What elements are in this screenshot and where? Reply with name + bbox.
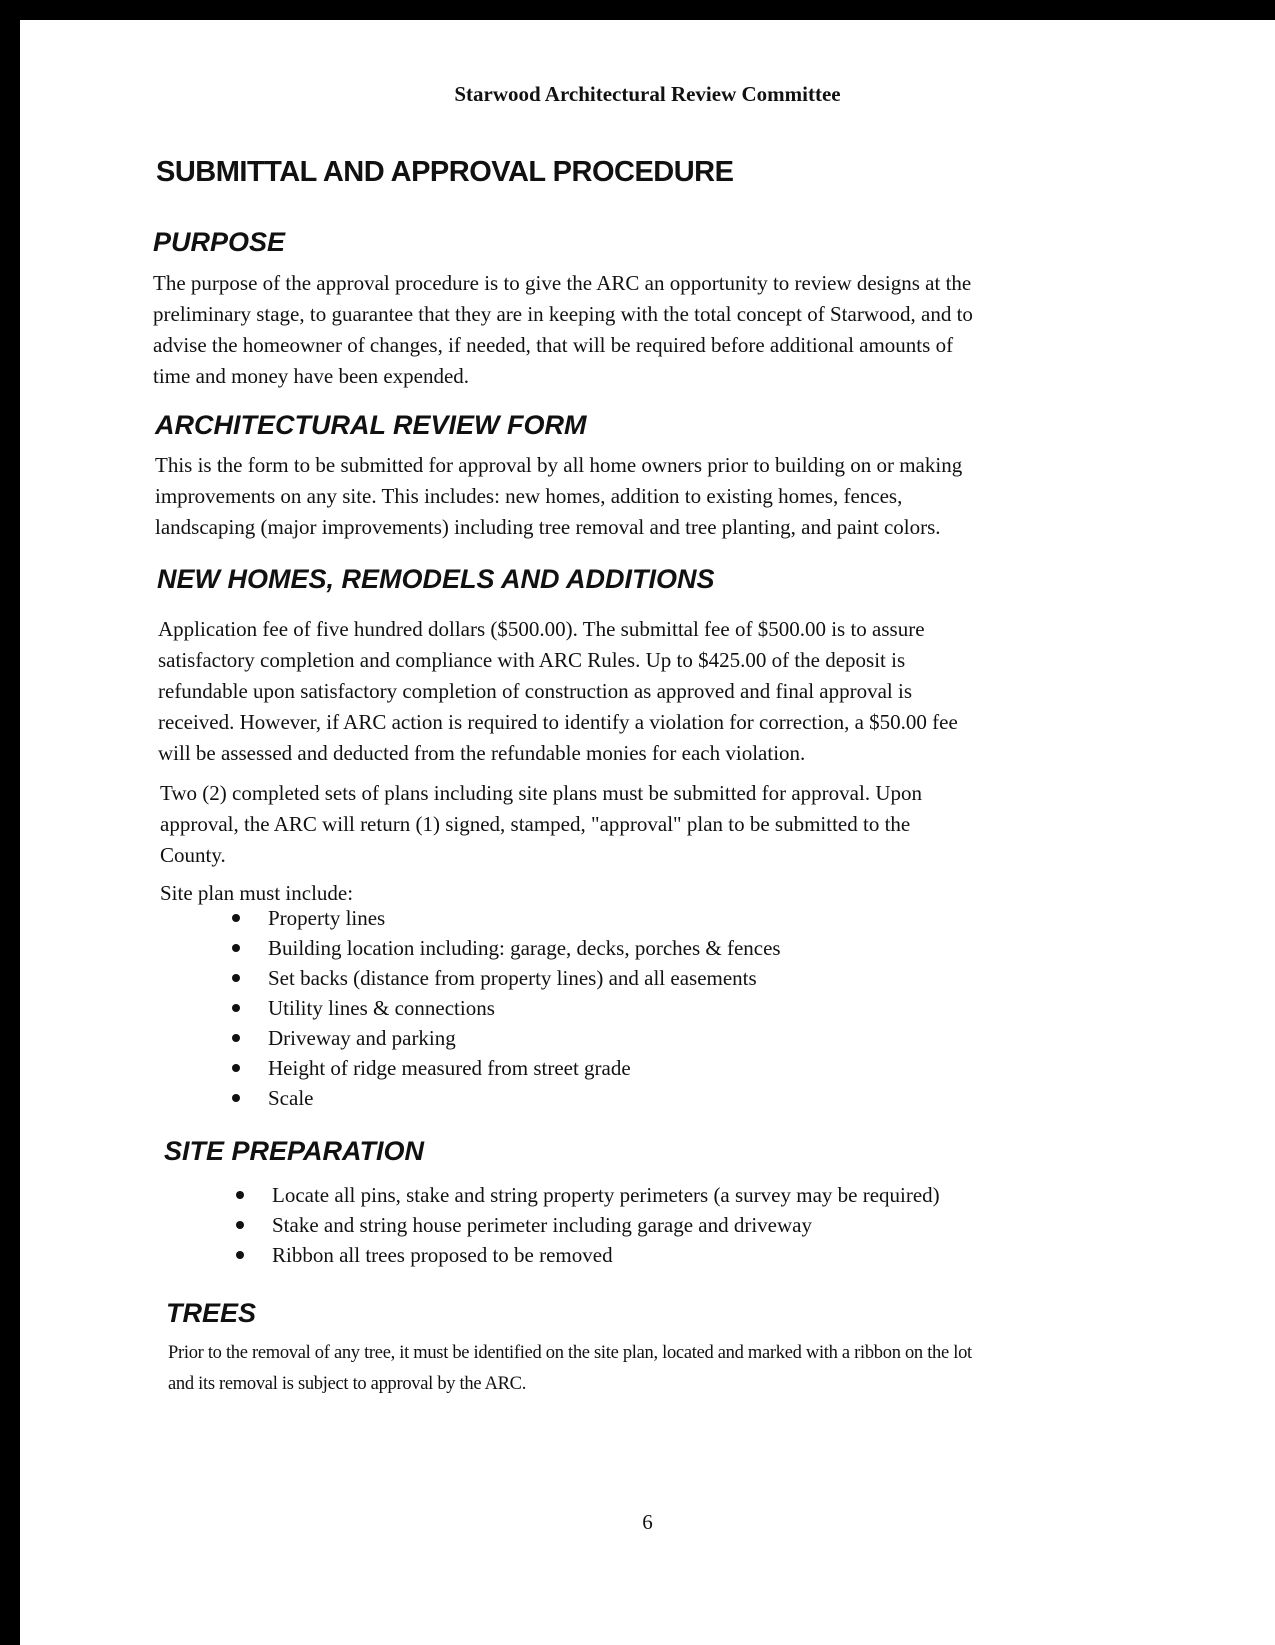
- list-item-text: Driveway and parking: [268, 1026, 456, 1050]
- list-item-text: Building location including: garage, decks, porches & fences: [268, 936, 781, 960]
- bullet-icon: [232, 944, 240, 952]
- list-item: [232, 903, 781, 933]
- bullet-icon: [232, 1094, 240, 1102]
- list-item: [236, 1180, 940, 1210]
- list-item: [232, 1083, 781, 1113]
- committee-header: Starwood Architectural Review Committee: [454, 82, 841, 106]
- list-item-text: Ribbon all trees proposed to be removed: [272, 1243, 613, 1267]
- trees-line: and its removal is subject to approval by the ARC.: [168, 1374, 527, 1394]
- new-homes-fee-line: received. However, if ARC action is required to identify a violation for correction, a $50.00 fee: [158, 710, 958, 734]
- list-item-text: Height of ridge measured from street grade: [268, 1056, 631, 1080]
- new-homes-plans-paragraph: [160, 778, 922, 871]
- document-page: [20, 20, 1275, 1645]
- list-item-text: Property lines: [268, 906, 386, 930]
- list-item: [232, 963, 781, 993]
- purpose-line: The purpose of the approval procedure is to give the ARC an opportunity to review designs at the: [153, 271, 972, 295]
- purpose-line: advise the homeowner of changes, if needed, that will be required before additional amounts of: [153, 333, 954, 357]
- review-form-paragraph: [155, 450, 962, 543]
- review-form-line: landscaping (major improvements) including tree removal and tree planting, and paint colors.: [155, 515, 941, 539]
- list-item-text: Utility lines & connections: [268, 996, 495, 1020]
- bullet-icon: [232, 1034, 240, 1042]
- new-homes-fee-line: will be assessed and deducted from the refundable monies for each violation.: [158, 741, 806, 765]
- bullet-icon: [236, 1191, 244, 1199]
- bullet-icon: [236, 1221, 244, 1229]
- new-homes-fee-line: satisfactory completion and compliance with ARC Rules. Up to $425.00 of the deposit is: [158, 648, 906, 672]
- bullet-icon: [232, 1004, 240, 1012]
- list-item: [232, 1023, 781, 1053]
- new-homes-fee-paragraph: [158, 614, 958, 769]
- trees-line: Prior to the removal of any tree, it must be identified on the site plan, located and marked with a ribbon on the lot: [168, 1343, 972, 1363]
- purpose-line: preliminary stage, to guarantee that they are in keeping with the total concept of Starwood, and to: [153, 302, 973, 326]
- list-item-text: Scale: [268, 1086, 314, 1110]
- purpose-paragraph: [153, 268, 973, 392]
- list-item: [232, 993, 781, 1023]
- site-plan-intro: Site plan must include:: [160, 881, 354, 905]
- list-item-text: Stake and string house perimeter including garage and driveway: [272, 1213, 812, 1237]
- new-homes-plans-line: approval, the ARC will return (1) signed, stamped, "approval" plan to be submitted to the: [160, 812, 911, 836]
- trees-heading: TREES: [166, 1298, 257, 1328]
- page-number: 6: [642, 1510, 653, 1534]
- review-form-line: This is the form to be submitted for approval by all home owners prior to building on or making: [155, 453, 963, 477]
- site-plan-list: [232, 903, 781, 1113]
- list-item-text: Set backs (distance from property lines) and all easements: [268, 966, 757, 990]
- bullet-icon: [232, 914, 240, 922]
- bullet-icon: [232, 1064, 240, 1072]
- page-title: SUBMITTAL AND APPROVAL PROCEDURE: [156, 156, 734, 188]
- review-form-line: improvements on any site. This includes: new homes, addition to existing homes, fences,: [155, 484, 903, 508]
- new-homes-heading: NEW HOMES, REMODELS AND ADDITIONS: [157, 564, 715, 594]
- review-form-heading: ARCHITECTURAL REVIEW FORM: [155, 410, 587, 440]
- site-preparation-list: [236, 1180, 940, 1270]
- list-item: [232, 933, 781, 963]
- new-homes-fee-line: Application fee of five hundred dollars ($500.00). The submittal fee of $500.00 is to assure: [158, 617, 925, 641]
- list-item: [236, 1240, 940, 1270]
- purpose-line: time and money have been expended.: [153, 364, 470, 388]
- bullet-icon: [236, 1251, 244, 1259]
- new-homes-plans-line: Two (2) completed sets of plans including site plans must be submitted for approval. Upon: [160, 781, 922, 805]
- purpose-heading: PURPOSE: [153, 227, 286, 257]
- new-homes-plans-line: County.: [160, 843, 226, 867]
- trees-paragraph: [168, 1338, 972, 1400]
- new-homes-fee-line: refundable upon satisfactory completion of construction as approved and final approval is: [158, 679, 913, 703]
- list-item-text: Locate all pins, stake and string property perimeters (a survey may be required): [272, 1183, 940, 1207]
- site-preparation-heading: SITE PREPARATION: [164, 1136, 425, 1166]
- list-item: [232, 1053, 781, 1083]
- list-item: [236, 1210, 940, 1240]
- bullet-icon: [232, 974, 240, 982]
